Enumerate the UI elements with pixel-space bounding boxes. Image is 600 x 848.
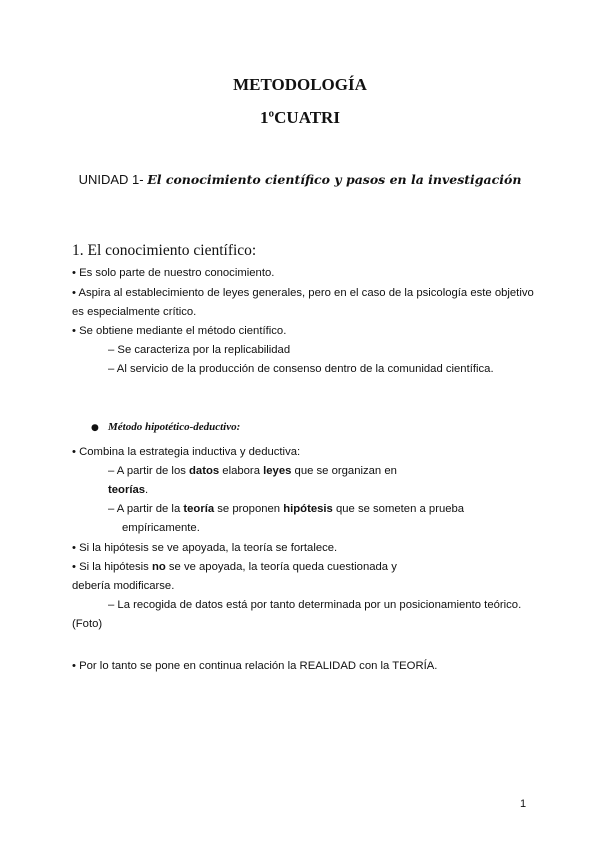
bold-leyes: leyes [263, 465, 292, 477]
unit-heading [0, 172, 600, 187]
list-item-continuation: es especialmente crítico. [72, 306, 197, 318]
bold-teorias: teorías [108, 484, 146, 496]
list-item [72, 561, 397, 573]
list-item: • Por lo tanto se pone en continua relación la REALIDAD con la TEORÍA. [72, 660, 438, 672]
list-item: • Aspira al establecimiento de leyes generales, pero en el caso de la psicología este objetivo [72, 287, 534, 299]
text-run: elabora [219, 465, 264, 477]
text-run: – A partir de los [108, 465, 190, 477]
page-number: 1 [520, 798, 527, 810]
text-run: se proponen [214, 503, 284, 515]
document-subtitle: 1ºCUATRI [260, 108, 340, 127]
sub-list-item: – La recogida de datos está por tanto determinada por un posicionamiento teórico. [108, 599, 522, 611]
sub-list-item: – Al servicio de la producción de consenso dentro de la comunidad científica. [108, 363, 494, 375]
sub-list-item: – Se caracteriza por la replicabilidad [108, 344, 291, 356]
sub-list-item [108, 465, 397, 477]
sub-list-item [108, 503, 464, 515]
list-item: • Si la hipótesis se ve apoyada, la teoría se fortalece. [72, 542, 338, 554]
bold-teoria: teoría [183, 503, 215, 515]
text-run: – A partir de la [108, 503, 184, 515]
bold-no: no [151, 561, 166, 573]
unit-prefix: UNIDAD 1- [78, 172, 148, 187]
text-run: que se organizan en [291, 465, 397, 477]
bold-hipotesis: hipótesis [283, 503, 333, 515]
text-run: que se someten a prueba [332, 503, 465, 515]
list-item-continuation: debería modificarse. [72, 580, 175, 592]
list-item: • Es solo parte de nuestro conocimiento. [72, 267, 275, 279]
photo-note: (Foto) [72, 618, 103, 630]
list-item: • Se obtiene mediante el método científico. [72, 325, 287, 337]
bullet-icon: ● [91, 423, 99, 433]
section-heading-conocimiento: 1. El conocimiento científico: [72, 242, 257, 259]
text-run: • Si la hipótesis [72, 561, 152, 573]
bold-datos: datos [189, 465, 220, 477]
document-title: METODOLOGÍA [233, 75, 367, 94]
unit-name: El conocimiento científico y pasos en la investigación [147, 172, 522, 187]
text-run: se ve apoyada, la teoría queda cuestionada y [165, 561, 397, 573]
sub-list-item-continuation [108, 484, 148, 496]
text-run: . [145, 484, 149, 496]
subsection-heading [108, 421, 240, 433]
list-item: • Combina la estrategia inductiva y deductiva: [72, 446, 301, 458]
sub-list-item-continuation: empíricamente. [122, 522, 200, 534]
subsection-colon: : [236, 421, 241, 433]
subsection-title: Método hipotético-deductivo [108, 421, 237, 433]
